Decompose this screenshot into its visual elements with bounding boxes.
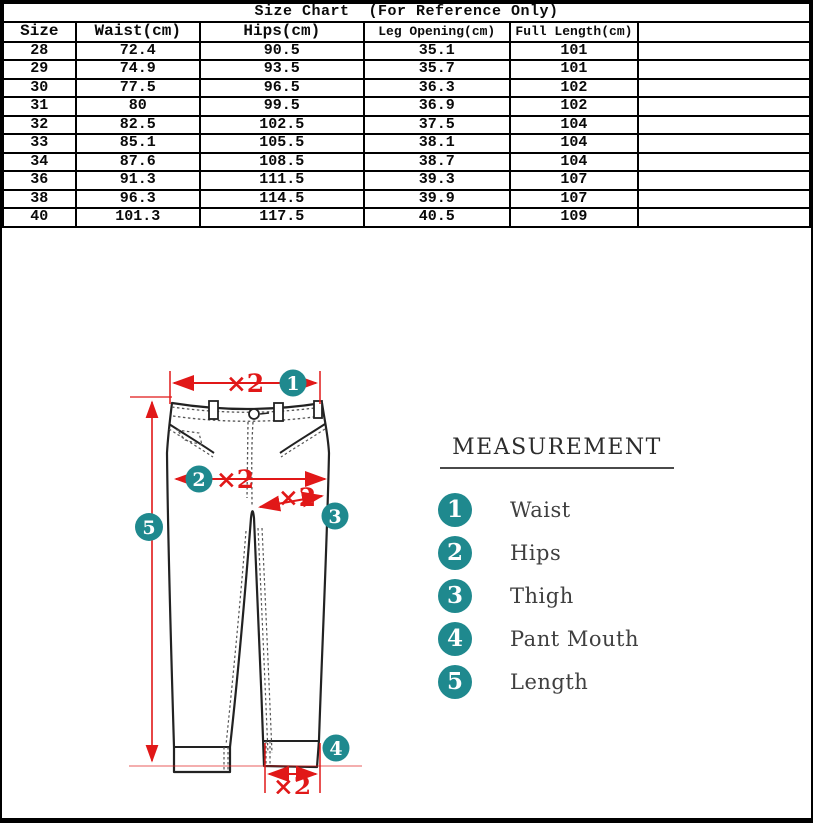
header-full-length: Full Length(cm) (510, 22, 638, 42)
table-cell: 104 (510, 153, 638, 172)
size-table (2, 2, 811, 228)
table-cell: 102 (510, 97, 638, 116)
measurement-legend (426, 435, 688, 699)
table-cell: 36.3 (364, 79, 510, 98)
table-cell: 40 (3, 208, 76, 227)
legend-item (438, 493, 688, 527)
table-cell: 29 (3, 60, 76, 79)
table-cell: 87.6 (76, 153, 200, 172)
table-cell (638, 42, 810, 61)
table-cell: 38 (3, 190, 76, 209)
x2-label-waist: ×2 (225, 368, 265, 398)
marker-number-length: 5 (142, 516, 156, 539)
x2-label-hips: ×2 (215, 464, 255, 494)
table-cell: 74.9 (76, 60, 200, 79)
table-cell: 39.3 (364, 171, 510, 190)
table-row (3, 134, 810, 153)
table-cell: 96.5 (200, 79, 364, 98)
table-cell: 96.3 (76, 190, 200, 209)
table-cell: 82.5 (76, 116, 200, 135)
table-cell (638, 134, 810, 153)
table-cell (638, 171, 810, 190)
table-row (3, 190, 810, 209)
table-row (3, 153, 810, 172)
legend-item (438, 622, 688, 656)
table-row (3, 60, 810, 79)
table-header-row (3, 22, 810, 42)
legend-items (426, 493, 688, 699)
table-cell: 35.1 (364, 42, 510, 61)
table-cell: 33 (3, 134, 76, 153)
belt-loop (274, 403, 283, 421)
table-cell (638, 208, 810, 227)
x2-label-cuff: ×2 (272, 771, 312, 794)
table-cell: 101.3 (76, 208, 200, 227)
table-cell: 101 (510, 60, 638, 79)
table-cell: 91.3 (76, 171, 200, 190)
button-slit (260, 413, 269, 414)
table-cell: 38.7 (364, 153, 510, 172)
table-cell: 107 (510, 190, 638, 209)
table-cell (638, 190, 810, 209)
table-cell: 80 (76, 97, 200, 116)
legend-item (438, 536, 688, 570)
table-cell: 101 (510, 42, 638, 61)
legend-item (438, 665, 688, 699)
table-cell: 104 (510, 116, 638, 135)
table-cell: 99.5 (200, 97, 364, 116)
legend-item-label: Pant Mouth (510, 626, 639, 651)
table-cell: 102.5 (200, 116, 364, 135)
table-cell: 108.5 (200, 153, 364, 172)
header-hips: Hips(cm) (200, 22, 364, 42)
legend-item (438, 579, 688, 613)
table-row (3, 97, 810, 116)
marker-number-thigh: 3 (328, 505, 342, 528)
table-title-row (3, 3, 810, 22)
measurement-panel (2, 228, 811, 794)
button-icon (249, 409, 259, 419)
pants-outline (167, 401, 329, 772)
legend-item-label: Length (510, 669, 589, 694)
table-row (3, 42, 810, 61)
header-waist: Waist(cm) (76, 22, 200, 42)
table-cell: 39.9 (364, 190, 510, 209)
table-cell: 31 (3, 97, 76, 116)
table-cell: 72.4 (76, 42, 200, 61)
table-cell: 30 (3, 79, 76, 98)
table-cell: 35.7 (364, 60, 510, 79)
table-cell: 40.5 (364, 208, 510, 227)
table-cell: 105.5 (200, 134, 364, 153)
table-cell: 111.5 (200, 171, 364, 190)
table-cell: 34 (3, 153, 76, 172)
table-cell: 107 (510, 171, 638, 190)
table-cell: 28 (3, 42, 76, 61)
legend-title: MEASUREMENT (440, 435, 674, 469)
table-cell: 32 (3, 116, 76, 135)
table-cell: 85.1 (76, 134, 200, 153)
marker-number-hips: 2 (192, 468, 206, 491)
table-cell (638, 116, 810, 135)
header-size: Size (3, 22, 76, 42)
table-cell (638, 97, 810, 116)
table-cell (638, 60, 810, 79)
table-row (3, 116, 810, 135)
legend-item-label: Thigh (510, 583, 574, 608)
pants-diagram (2, 228, 813, 794)
table-cell: 104 (510, 134, 638, 153)
table-cell: 37.5 (364, 116, 510, 135)
header-empty (638, 22, 810, 42)
table-cell: 102 (510, 79, 638, 98)
legend-number-badge: 2 (438, 536, 472, 570)
header-leg-opening: Leg Opening(cm) (364, 22, 510, 42)
table-cell: 36 (3, 171, 76, 190)
table-cell: 90.5 (200, 42, 364, 61)
marker-number-pant-mouth: 4 (329, 737, 343, 760)
table-cell: 117.5 (200, 208, 364, 227)
marker-number-waist: 1 (286, 372, 300, 395)
table-cell (638, 153, 810, 172)
table-cell: 109 (510, 208, 638, 227)
table-cell: 114.5 (200, 190, 364, 209)
x2-label-thigh: ×2 (277, 482, 317, 512)
legend-item-label: Waist (510, 497, 571, 522)
belt-loop (209, 401, 218, 419)
table-cell: 93.5 (200, 60, 364, 79)
table-cell (638, 79, 810, 98)
table-cell: 38.1 (364, 134, 510, 153)
table-title: Size Chart (For Reference Only) (3, 3, 810, 22)
legend-item-label: Hips (510, 540, 562, 565)
table-cell: 36.9 (364, 97, 510, 116)
table-row (3, 208, 810, 227)
belt-loop (314, 401, 322, 418)
table-row (3, 79, 810, 98)
legend-number-badge: 5 (438, 665, 472, 699)
table-cell: 77.5 (76, 79, 200, 98)
legend-number-badge: 3 (438, 579, 472, 613)
table-row (3, 171, 810, 190)
legend-number-badge: 1 (438, 493, 472, 527)
legend-number-badge: 4 (438, 622, 472, 656)
